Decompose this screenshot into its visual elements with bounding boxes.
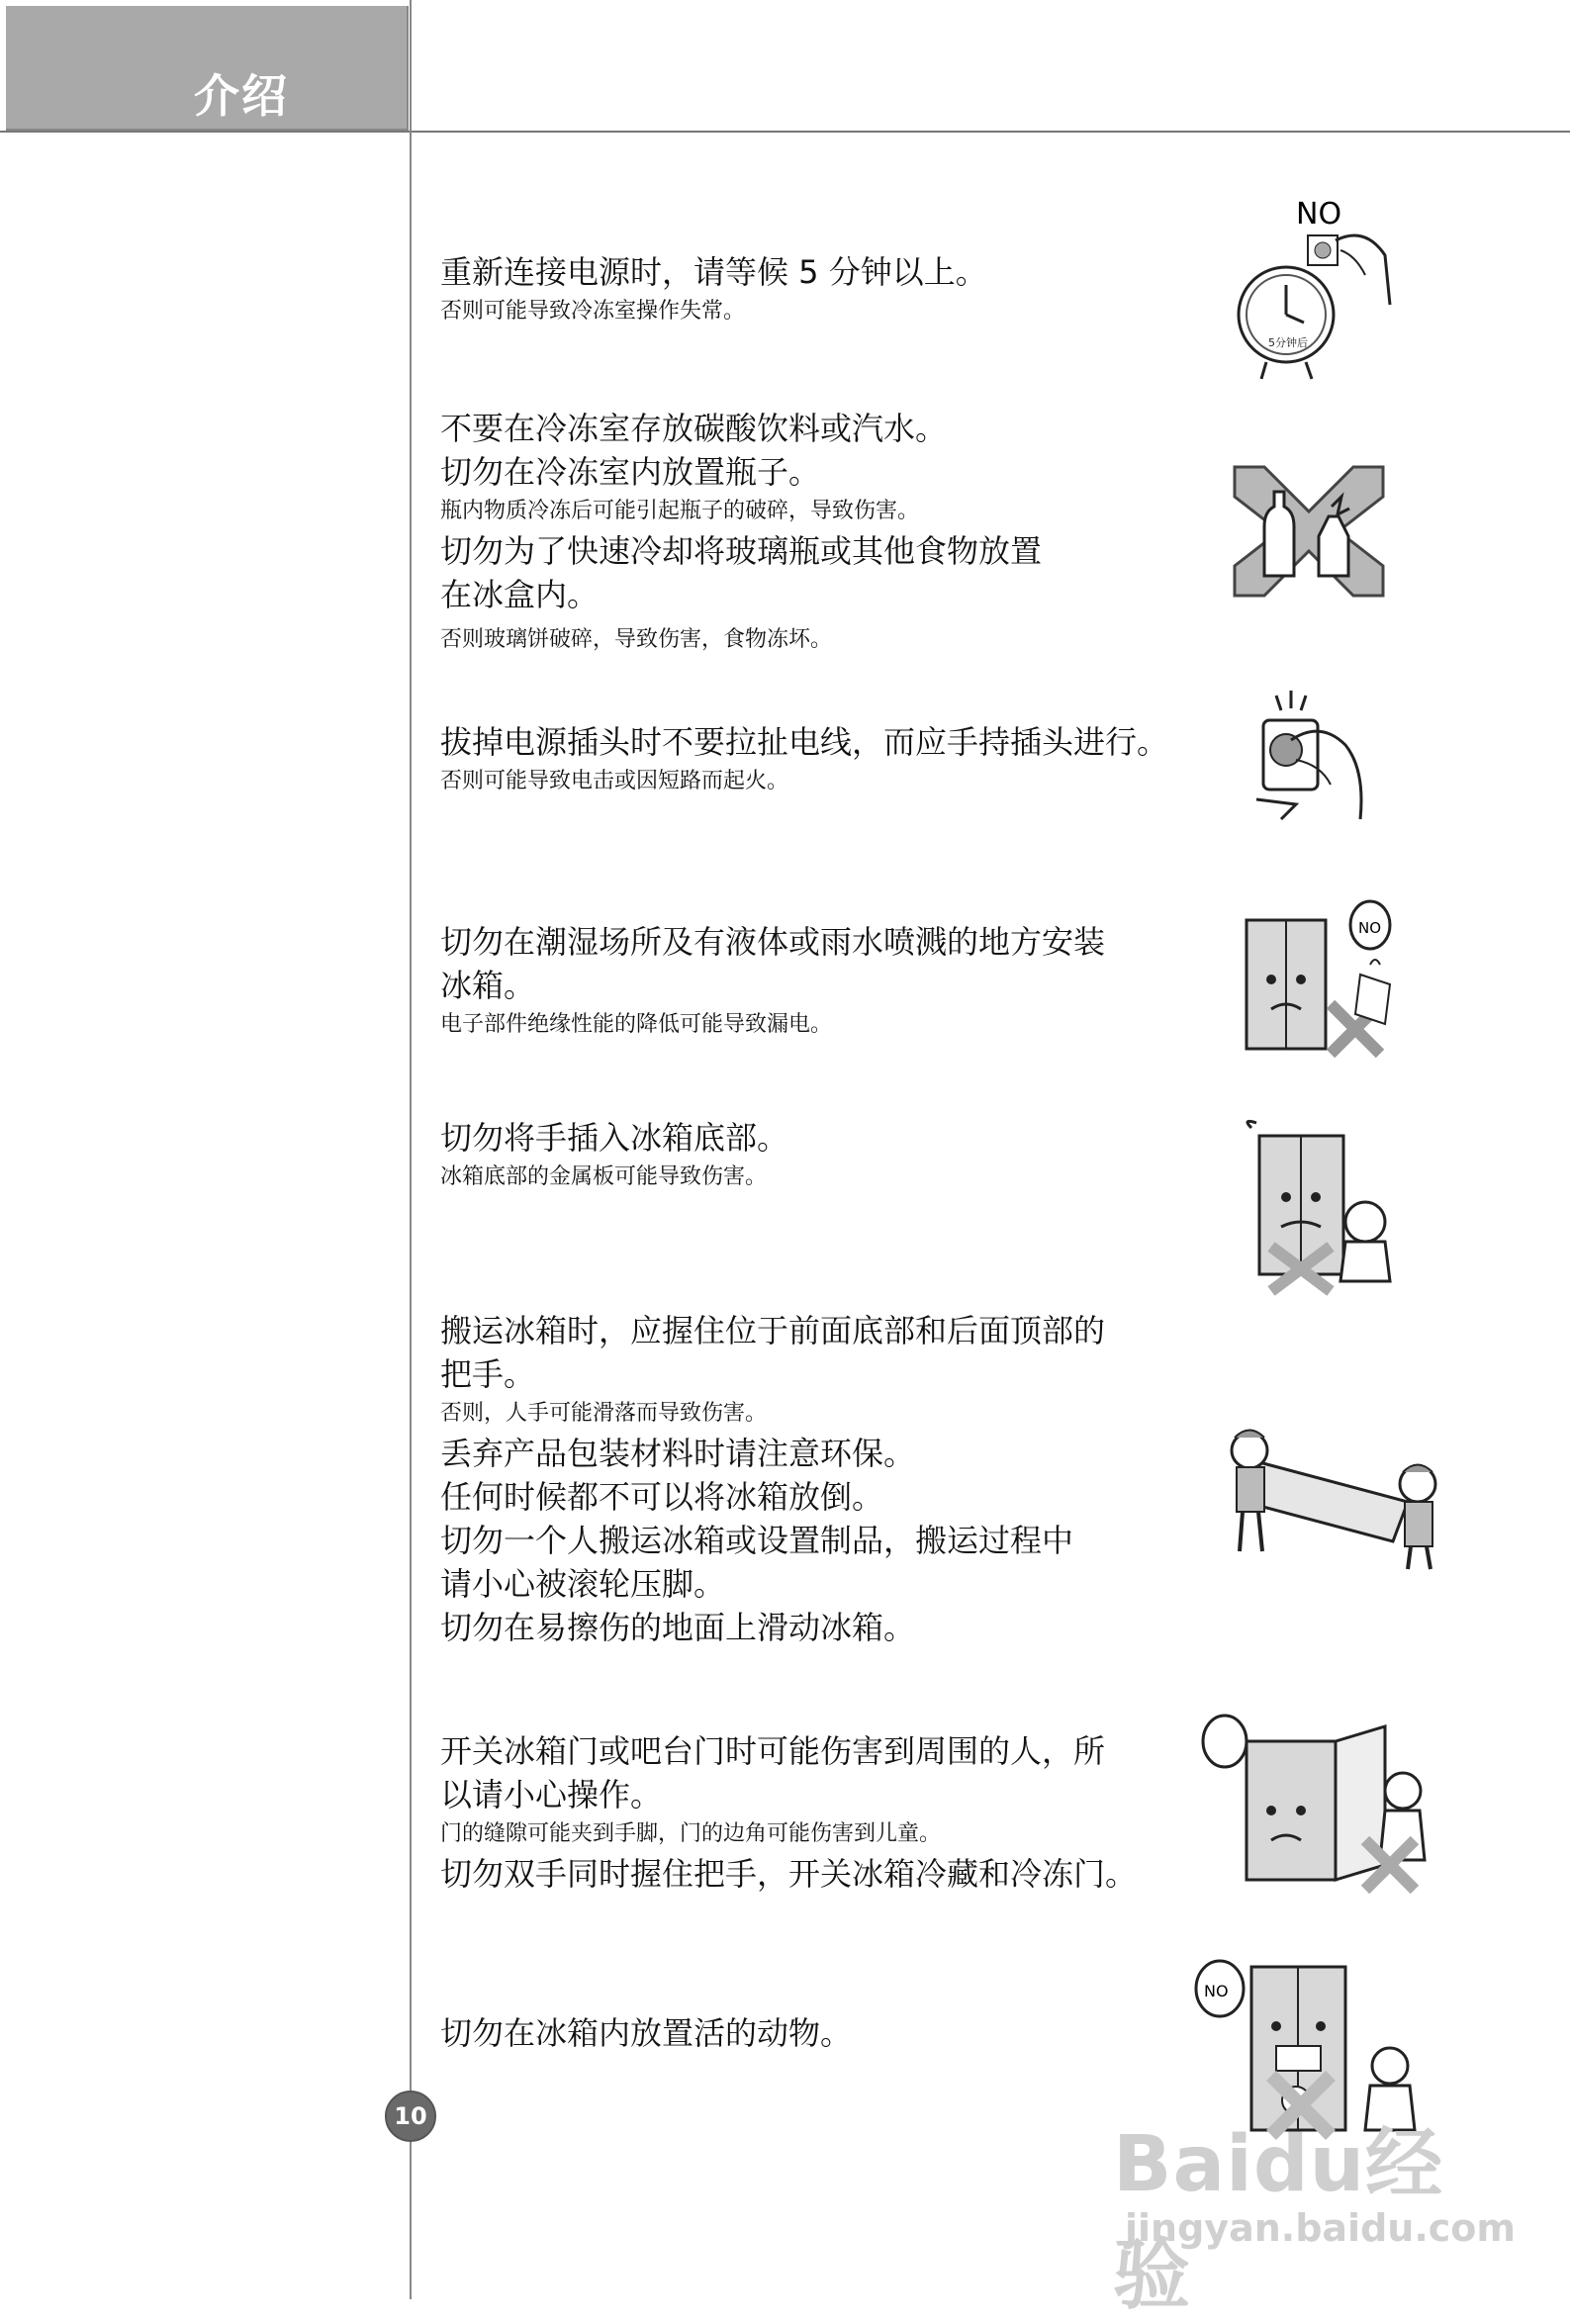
- section-main-text: 在冰盒内。: [440, 576, 600, 613]
- section-main-text: 开关冰箱门或吧台门时可能伤害到周围的人，所: [440, 1732, 1106, 1770]
- section-live-animals: [440, 2011, 1212, 2055]
- section-sub-text: 否则，人手可能滑落而导致伤害。: [440, 1401, 768, 1426]
- section-sub-text: 瓶内物质冷冻后可能引起瓶子的破碎，导致伤害。: [440, 499, 920, 523]
- fridge-water-x-icon: [1222, 895, 1410, 1064]
- two-workers-carry-fridge-icon: [1215, 1413, 1452, 1571]
- section-main-text: 重新连接电源时，请等候 5 分钟以上。: [440, 253, 987, 291]
- section-sub-text: 否则玻璃饼破碎，导致伤害，食物冻坏。: [440, 627, 833, 652]
- clock-unplug-icon: [1217, 196, 1395, 384]
- section-sub-text: 电子部件绝缘性能的降低可能导致漏电。: [440, 1012, 833, 1037]
- open-fridge-door-child-x-icon: [1187, 1702, 1434, 1900]
- no-label: NO: [1358, 919, 1382, 937]
- section-main-text: 切勿在潮湿场所及有液体或雨水喷溅的地方安装: [440, 923, 1106, 961]
- section-main-text: 冰箱。: [440, 967, 536, 1004]
- watermark-sub: jingyan.baidu.com: [1125, 2206, 1516, 2250]
- section-sub-text: 否则可能导致电击或因短路而起火。: [440, 769, 789, 793]
- no-label: NO: [1204, 1982, 1229, 2000]
- section-main-text: 丢弃产品包装材料时请注意环保。: [440, 1435, 916, 1472]
- header-rule: [0, 131, 1570, 133]
- fridge-child-x-icon: [1232, 1118, 1410, 1296]
- section-main-text: 切勿为了快速冷却将玻璃瓶或其他食物放置: [440, 532, 1043, 570]
- section-unplug: [440, 720, 1212, 799]
- section-main-text: 不要在冷冻室存放碳酸饮料或汽水。: [440, 410, 948, 447]
- section-main-text: 把手。: [440, 1355, 536, 1393]
- section-main-text: 搬运冰箱时，应握住位于前面底部和后面顶部的: [440, 1312, 1106, 1349]
- page-title: 介绍: [194, 69, 289, 123]
- header-tab: [6, 6, 409, 131]
- baidu-watermark: [1113, 2102, 1516, 2320]
- page-number: 10: [385, 2091, 436, 2142]
- section-main-text: 切勿在易擦伤的地面上滑动冰箱。: [440, 1609, 916, 1646]
- section-main-text: 拔掉电源插头时不要拉扯电线，而应手持插头进行。: [440, 723, 1169, 761]
- no-label: NO: [1296, 197, 1342, 232]
- section-damp-location: [440, 920, 1212, 1043]
- section-hand-under-fridge: [440, 1116, 1212, 1195]
- section-main-text: 请小心被滚轮压脚。: [440, 1565, 726, 1603]
- section-sub-text: 冰箱底部的金属板可能导致伤害。: [440, 1164, 768, 1189]
- broken-bottles-x-icon: [1225, 457, 1393, 605]
- section-transport-fridge: [440, 1309, 1212, 1649]
- watermark-main: Baidu经验: [1113, 2120, 1444, 2320]
- section-main-text: 以请小心操作。: [440, 1776, 663, 1813]
- hand-pull-plug-icon: [1251, 691, 1380, 824]
- section-carbonated-drinks: [440, 407, 1212, 658]
- left-margin-rule: [410, 0, 412, 2299]
- section-sub-text: 否则可能导致冷冻室操作失常。: [440, 299, 746, 324]
- section-door-caution: [440, 1729, 1212, 1896]
- section-main-text: 切勿双手同时握住把手，开关冰箱冷藏和冷冻门。: [440, 1855, 1138, 1893]
- section-main-text: 任何时候都不可以将冰箱放倒。: [440, 1478, 884, 1516]
- section-main-text: 切勿将手插入冰箱底部。: [440, 1119, 789, 1157]
- section-sub-text: 门的缝隙可能夹到手脚，门的边角可能伤害到儿童。: [440, 1821, 942, 1846]
- clock-text: 5分钟后: [1268, 336, 1308, 349]
- section-main-text: 切勿在冷冻室内放置瓶子。: [440, 453, 821, 491]
- section-main-text: 切勿一个人搬运冰箱或设置制品，搬运过程中: [440, 1522, 1074, 1559]
- section-main-text: 切勿在冰箱内放置活的动物。: [440, 2014, 853, 2052]
- section-reconnect-power: [440, 250, 1212, 329]
